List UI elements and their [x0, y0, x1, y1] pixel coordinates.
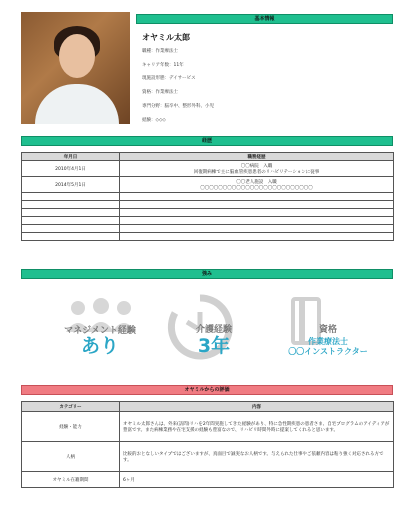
- care-label: 介護経験: [195, 325, 232, 335]
- care-strength: [174, 322, 254, 357]
- evaluation-content: 6ヶ月: [120, 472, 394, 488]
- photo-coat: [35, 84, 119, 124]
- history-date: [22, 225, 120, 233]
- history-detail: [120, 161, 394, 177]
- history-date: [22, 209, 120, 217]
- history-detail: [120, 193, 394, 201]
- history-detail: [120, 217, 394, 225]
- history-detail: [120, 233, 394, 241]
- history-date: [22, 233, 120, 241]
- management-strength: [52, 323, 148, 357]
- strengths-header: 強み: [21, 269, 393, 279]
- management-value: あり: [80, 335, 119, 357]
- history-detail-line: 〇〇〇〇〇〇〇〇〇〇〇〇〇〇〇〇〇〇〇〇〇〇〇〇〇: [200, 185, 313, 191]
- history-date: [22, 201, 120, 209]
- history-row: [22, 209, 394, 217]
- evaluation-category: オヤミル在籍期間: [22, 472, 120, 488]
- history-detail-line: 回復期病棟で主に脳血管疾患患者のリハビリテーションに従事: [193, 169, 320, 175]
- history-header: 経歴: [21, 136, 393, 146]
- history-date: [22, 217, 120, 225]
- history-row: [22, 233, 394, 241]
- candidate-name: オヤミル太郎: [142, 33, 190, 42]
- evaluation-table: [21, 401, 394, 488]
- history-detail: [120, 209, 394, 217]
- evaluation-category: 経験・能力: [22, 412, 120, 442]
- history-row: [22, 201, 394, 209]
- history-col-date: 年月日: [22, 153, 120, 161]
- evaluation-header: オヤミルからの評価: [21, 385, 393, 395]
- info-career-years: キャリア年数：11年: [142, 63, 184, 68]
- history-detail-line: 〇〇病院 入職: [240, 163, 273, 169]
- info-job: 職種：作業療法士: [142, 49, 178, 54]
- info-qualification: 資格：作業療法士: [142, 90, 178, 95]
- info-facility: 現施設形態：デイサービス: [142, 76, 196, 81]
- photo-face: [59, 34, 95, 78]
- history-table: [21, 152, 394, 241]
- evaluation-row: [22, 412, 394, 442]
- evaluation-content: オヤミル太郎さんは、外来(訪問)リハを2年間実施してきた経験があり、特に急性期疾患の患者さま、自宅プログラムのアイディアが豊富です。また病棟業務や在宅支援の経験も豊富なので、リハビリ時間外時に提案してくれると思います。: [120, 412, 394, 442]
- qualification-label: 資格: [318, 325, 337, 335]
- history-row: [22, 161, 394, 177]
- evaluation-col-category: カテゴリー: [22, 402, 120, 412]
- profile-photo: [21, 12, 130, 124]
- management-label: マネジメント経験: [64, 326, 136, 336]
- history-row: [22, 217, 394, 225]
- info-experience: 経験：◇◇◇: [142, 118, 166, 123]
- history-col-detail: 職務経歴: [120, 153, 394, 161]
- basic-info-header: 基本情報: [136, 14, 393, 24]
- history-date: 2010年4月1日: [22, 161, 120, 177]
- history-date: [22, 193, 120, 201]
- history-detail: [120, 225, 394, 233]
- qualification-value-2: 〇〇インストラクター: [288, 347, 368, 356]
- history-row: [22, 177, 394, 193]
- history-row: [22, 225, 394, 233]
- evaluation-row: [22, 442, 394, 472]
- history-detail: [120, 201, 394, 209]
- history-row: [22, 193, 394, 201]
- history-date: 2014年5月1日: [22, 177, 120, 193]
- history-detail: [120, 177, 394, 193]
- info-specialty: 専門分野：脳卒中、整形外科、小児: [142, 104, 214, 109]
- qualification-strength: [282, 322, 374, 357]
- care-value: 3年: [197, 335, 231, 357]
- evaluation-col-content: 内容: [120, 402, 394, 412]
- evaluation-category: 人柄: [22, 442, 120, 472]
- evaluation-content: 比較的おとなしいタイプではございますが、真面目で誠実なお人柄です。与えられた仕事やご依頼内容は粘り強く対応される方です。: [120, 442, 394, 472]
- qualification-value-1: 作業療法士: [308, 337, 348, 346]
- history-detail-line: 〇〇老人施設 入職: [236, 179, 277, 185]
- evaluation-row: [22, 472, 394, 488]
